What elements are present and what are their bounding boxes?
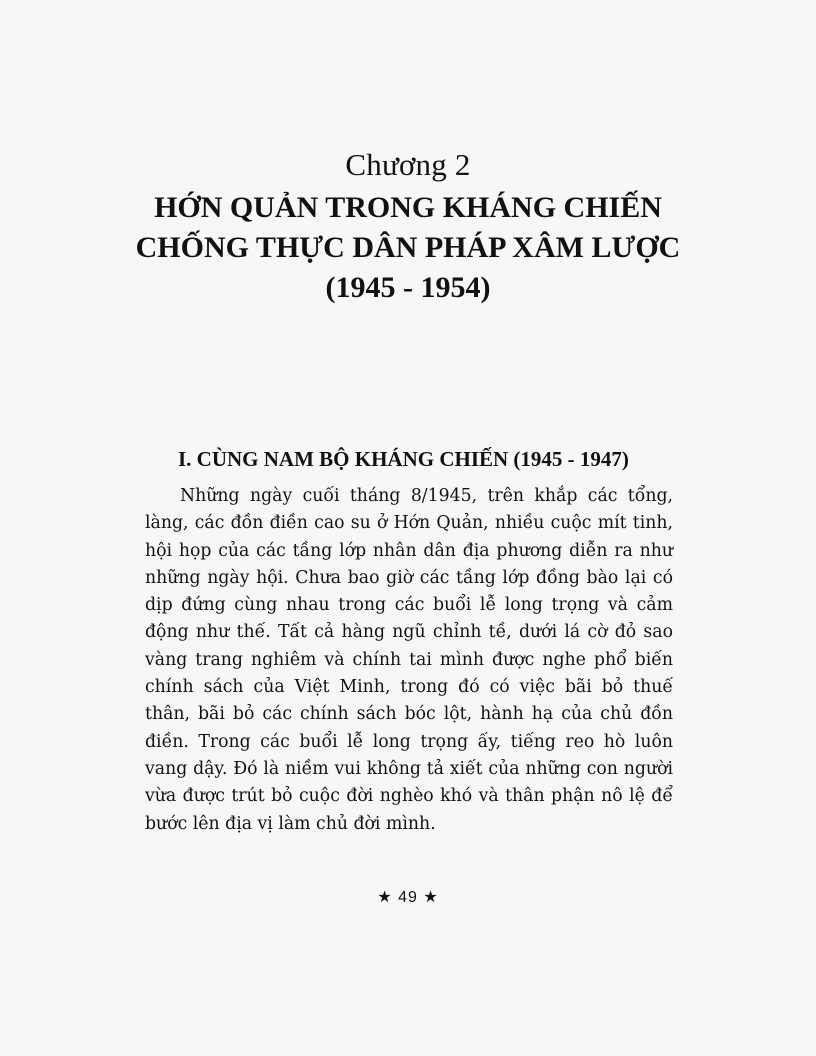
chapter-title-line: CHỐNG THỰC DÂN PHÁP XÂM LƯỢC	[135, 231, 681, 264]
body-paragraph: Những ngày cuối tháng 8/1945, trên khắp các tổng, làng, các đồn điền cao su ở Hớn Quản, nhiều cuộc mít tinh, hội họp của các tầng lớp nhân dân địa phương diễn ra như những ngày hội. Chưa bao giờ các tầng lớp đồng bào lại có dịp đứng cùng nhau trong các buổi lễ long trọng và cảm động như thế. Tất cả hàng ngũ chỉnh tề, dưới lá cờ đỏ sao vàng trang nghiêm và chính tai mình được nghe phổ biến chính sách của Việt Minh, trong đó có việc bãi bỏ thuế thân, bãi bỏ các chính sách bóc lột, hành hạ của chủ đồn điền. Trong các buổi lễ long trọng ấy, tiếng reo hò luôn vang dậy. Đó là niềm vui không tả xiết của những con người vừa được trút bỏ cuộc đời nghèo khó và thân phận nô lệ để bước lên địa vị làm chủ đời mình.	[145, 486, 673, 834]
chapter-title-line: (1945 - 1954)	[325, 271, 491, 304]
section-heading: I. CÙNG NAM BỘ KHÁNG CHIẾN (1945 - 1947)	[178, 447, 629, 471]
page-number: ★ 49 ★	[377, 889, 439, 906]
chapter-title-line: HỚN QUẢN TRONG KHÁNG CHIẾN	[154, 191, 662, 224]
chapter-title	[0, 188, 816, 308]
chapter-heading	[0, 148, 816, 308]
chapter-label: Chương 2	[345, 147, 471, 182]
